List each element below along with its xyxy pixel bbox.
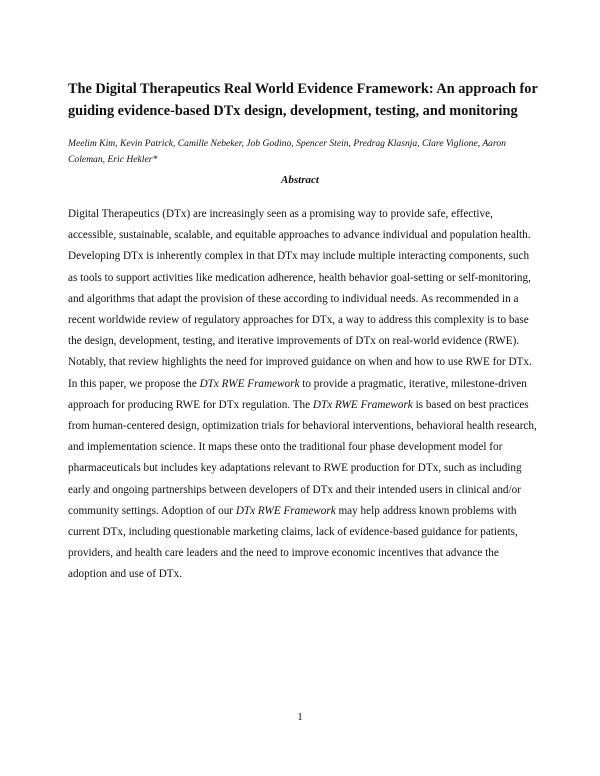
framework-name-emphasis: DTx RWE Framework: [235, 504, 336, 517]
paper-title: The Digital Therapeutics Real World Evidence Framework: An approach for guiding evidence-based DTx design, development, testing, and monitoring: [68, 81, 538, 119]
framework-name-emphasis: DTx RWE Framework: [312, 398, 413, 411]
author-list: Meelim Kim, Kevin Patrick, Camille Nebeker, Job Godino, Spencer Stein, Predrag Klasnja, Clare Viglione, Aaron Coleman, Eric Hekler*: [68, 138, 506, 165]
abstract-text-part-3: is based on best practices from human-centered design, optimization trials for behavioral interventions, behavioral health research, and implementation science. It maps these onto the traditional four phase development model for pharmaceuticals but includes key adaptations relevant to RWE production for DTx, such as including early and ongoing partnerships between developers of DTx and their intended users in clinical and/or community settings. Adoption of our: [68, 398, 537, 517]
abstract-text-part-1: Digital Therapeutics (DTx) are increasingly seen as a promising way to provide safe, effective, accessible, sustainable, scalable, and equitable approaches to advance individual and population health. Developing DTx is inherently complex in that DTx may include multiple interacting components, such as tools to support activities like medication adherence, health behavior goal-setting or self-monitoring, and algorithms that adapt the provision of these according to individual needs. As recommended in a recent worldwide review of regulatory approaches for DTx, a way to address this complexity is to base the design, development, testing, and iterative improvements of DTx on real-world evidence (RWE). Notably, that review highlights the need for improved guidance on when and how to use RWE for DTx. In this paper, we propose the: [68, 208, 532, 390]
abstract-text-part-4: may help address known problems with current DTx, including questionable marketing claims, lack of evidence-based guidance for patients, providers, and health care leaders and the need to improve economic incentives that advance the adoption and use of DTx.: [68, 504, 518, 581]
framework-name-emphasis: DTx RWE Framework: [199, 377, 300, 390]
abstract-heading: Abstract: [281, 174, 319, 186]
abstract-body: [68, 204, 540, 586]
abstract-text-part-2: to provide a pragmatic, iterative, milestone-driven approach for producing RWE for DTx regulation. The: [68, 377, 527, 411]
page-number: 1: [297, 711, 303, 723]
